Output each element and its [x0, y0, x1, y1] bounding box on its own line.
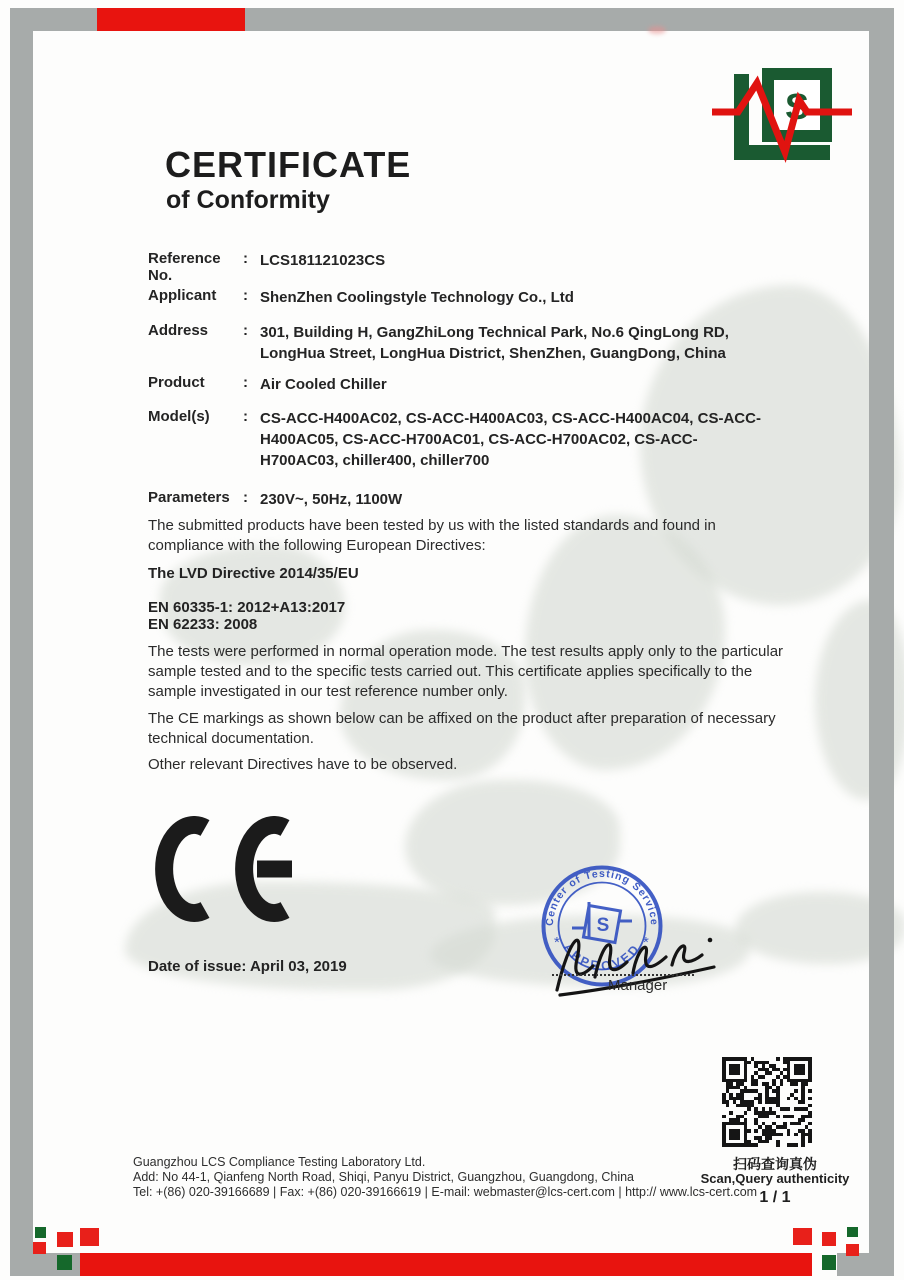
paragraph-directive: The LVD Directive 2014/35/EU	[148, 565, 359, 582]
stamp-ring-text: Center of Testing Service	[543, 867, 661, 927]
field-colon: :	[243, 489, 248, 506]
field-value: CS-ACC-H400AC02, CS-ACC-H400AC03, CS-ACC-H400AC04, CS-ACC-H400AC05, CS-ACC-H700AC01, CS-ACC-H700AC02, CS-ACC-H700AC03, chiller400, chiller700	[260, 410, 761, 469]
corner-square	[847, 1227, 858, 1237]
border-left	[10, 8, 33, 1276]
paragraph-tests: The tests were performed in normal operation mode. The test results apply only to the particular sample tested and to the specific tests carried out. This certificate applies specifically to the sample investigated in our test reference number only.	[148, 643, 784, 700]
lcs-logo	[712, 66, 852, 168]
footer-address: Add: No 44-1, Qianfeng North Road, Shiqi, Panyu District, Guangzhou, Guangdong, China	[133, 1170, 634, 1184]
paragraph-intro: The submitted products have been tested by us with the listed standards and found in compliance with the following European Directives:	[148, 517, 716, 554]
field-value: 230V~, 50Hz, 1100W	[260, 491, 403, 508]
corner-square	[33, 1242, 46, 1254]
field-colon: :	[243, 287, 248, 304]
qr-caption-zh: 扫码查询真伪	[733, 1156, 817, 1172]
corner-square	[57, 1232, 73, 1247]
footer	[133, 1155, 757, 1200]
border-top-red-segment	[97, 8, 245, 31]
border-bottom-right-corner	[837, 1253, 894, 1276]
field-label: Model(s)	[148, 408, 210, 425]
standard-line: EN 60335-1: 2012+A13:2017	[148, 599, 346, 616]
corner-square	[846, 1244, 859, 1256]
border-right	[869, 8, 894, 1276]
corner-square	[57, 1255, 72, 1270]
ce-mark	[148, 816, 308, 928]
footer-contacts: Tel: +(86) 020-39166689 | Fax: +(86) 020-39166619 | E-mail: webmaster@lcs-cert.com | http:// www.lcs-cert.com	[133, 1185, 758, 1199]
field-label: Address	[148, 322, 209, 339]
field-colon: :	[243, 374, 248, 391]
field-value: LCS181121023CS	[260, 252, 386, 269]
stamp-center-letter: S	[596, 915, 610, 936]
field-label: Parameters	[148, 489, 230, 506]
paragraph-ce-markings: The CE markings as shown below can be affixed on the product after preparation of necessary technical documentation.	[148, 710, 776, 747]
page-subtitle: of Conformity	[166, 186, 330, 214]
field-colon: :	[243, 322, 248, 339]
qr-caption-en: Scan,Query authenticity	[700, 1171, 850, 1186]
stamp-star-right: *	[643, 934, 649, 951]
corner-square	[80, 1228, 99, 1246]
qr-code	[722, 1057, 812, 1147]
stamp-star-left: *	[554, 934, 560, 951]
paragraph-other-directives: Other relevant Directives have to be observed.	[148, 756, 458, 773]
field-colon: :	[243, 250, 248, 267]
corner-square	[793, 1228, 812, 1245]
date-of-issue: Date of issue: April 03, 2019	[148, 958, 347, 975]
field-label: Product	[148, 374, 205, 391]
corner-square	[822, 1255, 836, 1270]
field-value: Air Cooled Chiller	[260, 376, 387, 393]
page-title: CERTIFICATE	[165, 144, 412, 185]
page-number: 1 / 1	[759, 1189, 791, 1206]
ce-mark-c	[164, 825, 205, 913]
field-label: Applicant	[148, 287, 217, 304]
corner-square	[822, 1232, 836, 1246]
border-bottom-red	[80, 1253, 812, 1276]
footer-company: Guangzhou LCS Compliance Testing Laboratory Ltd.	[133, 1155, 426, 1169]
corner-square	[35, 1227, 46, 1238]
field-value: ShenZhen Coolingstyle Technology Co., Ltd	[260, 289, 574, 306]
field-value: 301, Building H, GangZhiLong Technical Park, No.6 QingLong RD, LongHua Street, LongHua District, ShenZhen, GuangDong, China	[260, 324, 729, 362]
signature-line	[552, 962, 694, 976]
field-colon: :	[243, 408, 248, 425]
manager-label: Manager	[608, 977, 668, 994]
scan-artifact	[648, 26, 666, 34]
field-label: Reference No.	[148, 250, 221, 284]
standard-line: EN 62233: 2008	[148, 616, 258, 633]
stamp-approved-text: APPROVED	[560, 940, 644, 974]
lcs-logo-letter: S	[784, 86, 810, 127]
